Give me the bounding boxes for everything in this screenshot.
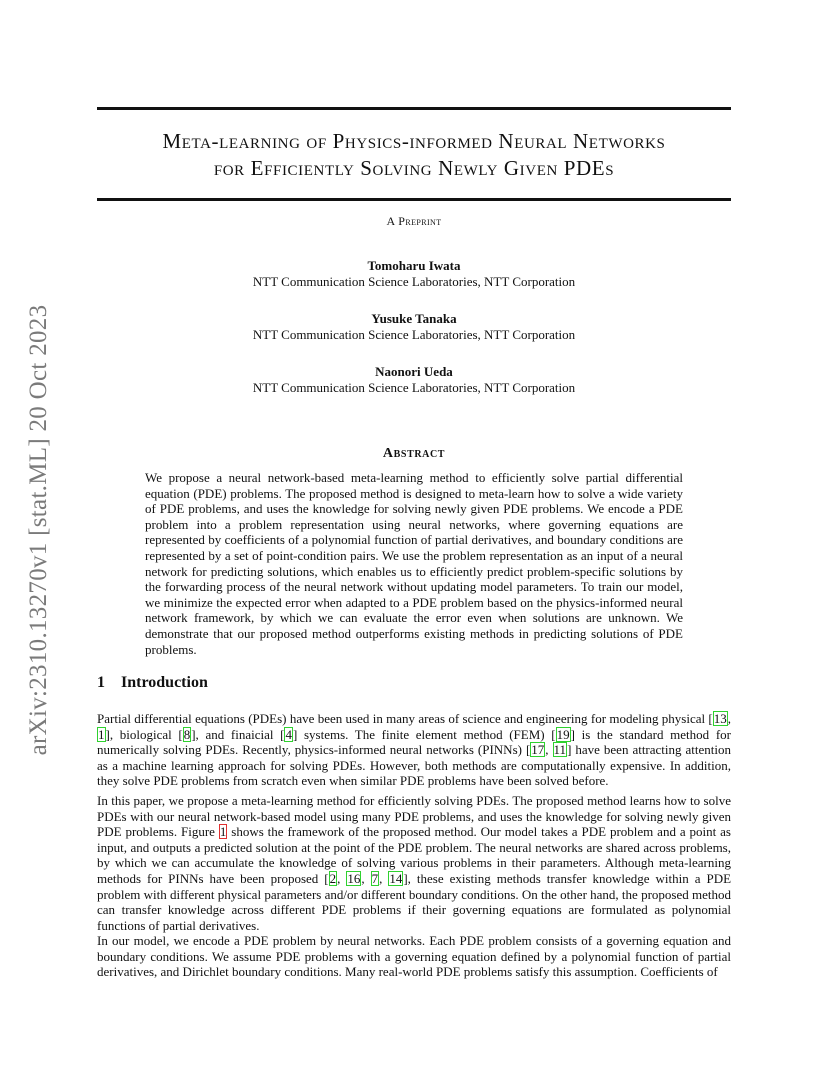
para-text: ], and finaicial [ — [191, 726, 285, 742]
preprint-label: A Preprint — [386, 214, 442, 228]
intro-paragraph-2 — [97, 793, 731, 933]
para-text: ] systems. The finite element method (FEM) [ — [292, 726, 556, 742]
citation-link[interactable]: 1 — [98, 726, 105, 742]
title-line-1: Meta-learning of Physics-informed Neural Networks — [162, 129, 666, 153]
citation-link[interactable]: 7 — [371, 870, 379, 886]
citation-link[interactable]: 8 — [183, 726, 191, 742]
intro-paragraph-1 — [97, 711, 731, 789]
figure-link[interactable]: 1 — [219, 824, 227, 840]
para-text: ], biological [ — [105, 726, 183, 742]
paper-title — [97, 128, 731, 182]
para-text: Partial differential equations (PDEs) have been used in many areas of science and engineering for modeling physical [ — [97, 711, 713, 726]
section-title: Introduction — [121, 674, 208, 691]
author-affiliation: NTT Communication Science Laboratories, NTT Corporation — [252, 327, 576, 342]
citation-link[interactable]: 14 — [389, 870, 403, 886]
section-heading — [97, 674, 208, 692]
title-line-2: for Efficiently Solving Newly Given PDEs — [213, 156, 615, 180]
citation-link[interactable]: 13 — [713, 711, 727, 726]
abstract-heading: Abstract — [382, 446, 446, 461]
author-name: Tomoharu Iwata — [367, 258, 461, 273]
citation-link[interactable]: 17 — [531, 742, 545, 758]
para-text: ], these existing methods transfer knowledge within a PDE problem with different physical parameters and/or different boundary conditions. On the other hand, the proposed method can transfer knowledge across different PDE problems if their governing equations are formulated as polynomial functions of partial derivatives. — [97, 870, 732, 933]
para-text: , — [379, 870, 389, 886]
citation-link[interactable]: 4 — [285, 726, 292, 742]
citation-link[interactable]: 2 — [329, 870, 337, 886]
arxiv-identifier: arXiv:2310.13270v1 [stat.ML] 20 Oct 2023 — [25, 304, 52, 756]
author-name: Yusuke Tanaka — [371, 311, 457, 326]
author-block — [97, 311, 731, 343]
para-text: In this paper, we propose a meta-learning method for efficiently solving PDEs. The proposed method learns how to solve PDEs with our neural network-based model using many PDE problems, and uses the knowledge for solving newly given PDE problems. Figure — [97, 793, 731, 840]
author-affiliation: NTT Communication Science Laboratories, NTT Corporation — [252, 380, 576, 395]
abstract-text: We propose a neural network-based meta-learning method to efficiently solve partial differential equation (PDE) problems. The proposed method is designed to meta-learn how to solve a wide variety of PDE problems, and uses the knowledge for solving newly given PDE problems. We encode a PDE problem into a problem representation using neural networks, where governing equations are represented by coefficients of a polynomial function of partial derivatives, and boundary conditions are represented by a set of point-condition pairs. We use the problem representation as an input of a neural network for predicting solutions, which enables us to efficiently predict problem-specific solutions by the forwarding process of the neural network without updating model parameters. To train our model, we minimize the expected error when adapted to a PDE problem based on the physics-informed neural network framework, by which we can evaluate the error even when solutions are unknown. We demonstrate that our proposed method outperforms existing methods in predicting solutions of PDE problems. — [145, 470, 683, 657]
para-text: , — [727, 711, 731, 726]
section-number: 1 — [97, 674, 105, 691]
author-block — [97, 258, 731, 290]
title-bottom-rule — [97, 198, 731, 201]
author-name: Naonori Ueda — [375, 364, 453, 379]
author-affiliation: NTT Communication Science Laboratories, NTT Corporation — [252, 274, 576, 289]
citation-link[interactable]: 11 — [553, 742, 567, 758]
para-text: , — [545, 742, 553, 758]
citation-link[interactable]: 16 — [347, 870, 361, 886]
para-text: , — [361, 870, 371, 886]
citation-link[interactable]: 19 — [556, 726, 570, 742]
intro-paragraph-3: In our model, we encode a PDE problem by neural networks. Each PDE problem consists of a governing equation and boundary conditions. We assume PDE problems with a governing equation defined by a polynomial function of partial derivatives, and Dirichlet boundary conditions. Many real-world PDE problems satisfy this assumption. Coefficients of — [97, 933, 731, 980]
para-text: ] have been attracting attention as a machine learning approach for solving PDEs. However, both methods are computationally expensive. In addition, they solve PDE problems from scratch even when similar PDE problems have been solved before. — [97, 742, 732, 789]
para-text: shows the framework of the proposed method. Our model takes a PDE problem and a point as input, and outputs a predicted solution at the point of the PDE problem. The neural networks are shared across problems, by which we can accumulate the knowledge of solving various problems in their parameters. Although meta-learning methods for PINNs have been proposed [ — [97, 824, 731, 886]
para-text: , — [337, 870, 347, 886]
arxiv-sidebar — [22, 285, 56, 775]
title-top-rule — [97, 107, 731, 110]
para-text: ] is the standard method for numerically solving PDEs. Recently, physics-informed neural networks (PINNs) [ — [97, 726, 731, 758]
author-block — [97, 364, 731, 396]
